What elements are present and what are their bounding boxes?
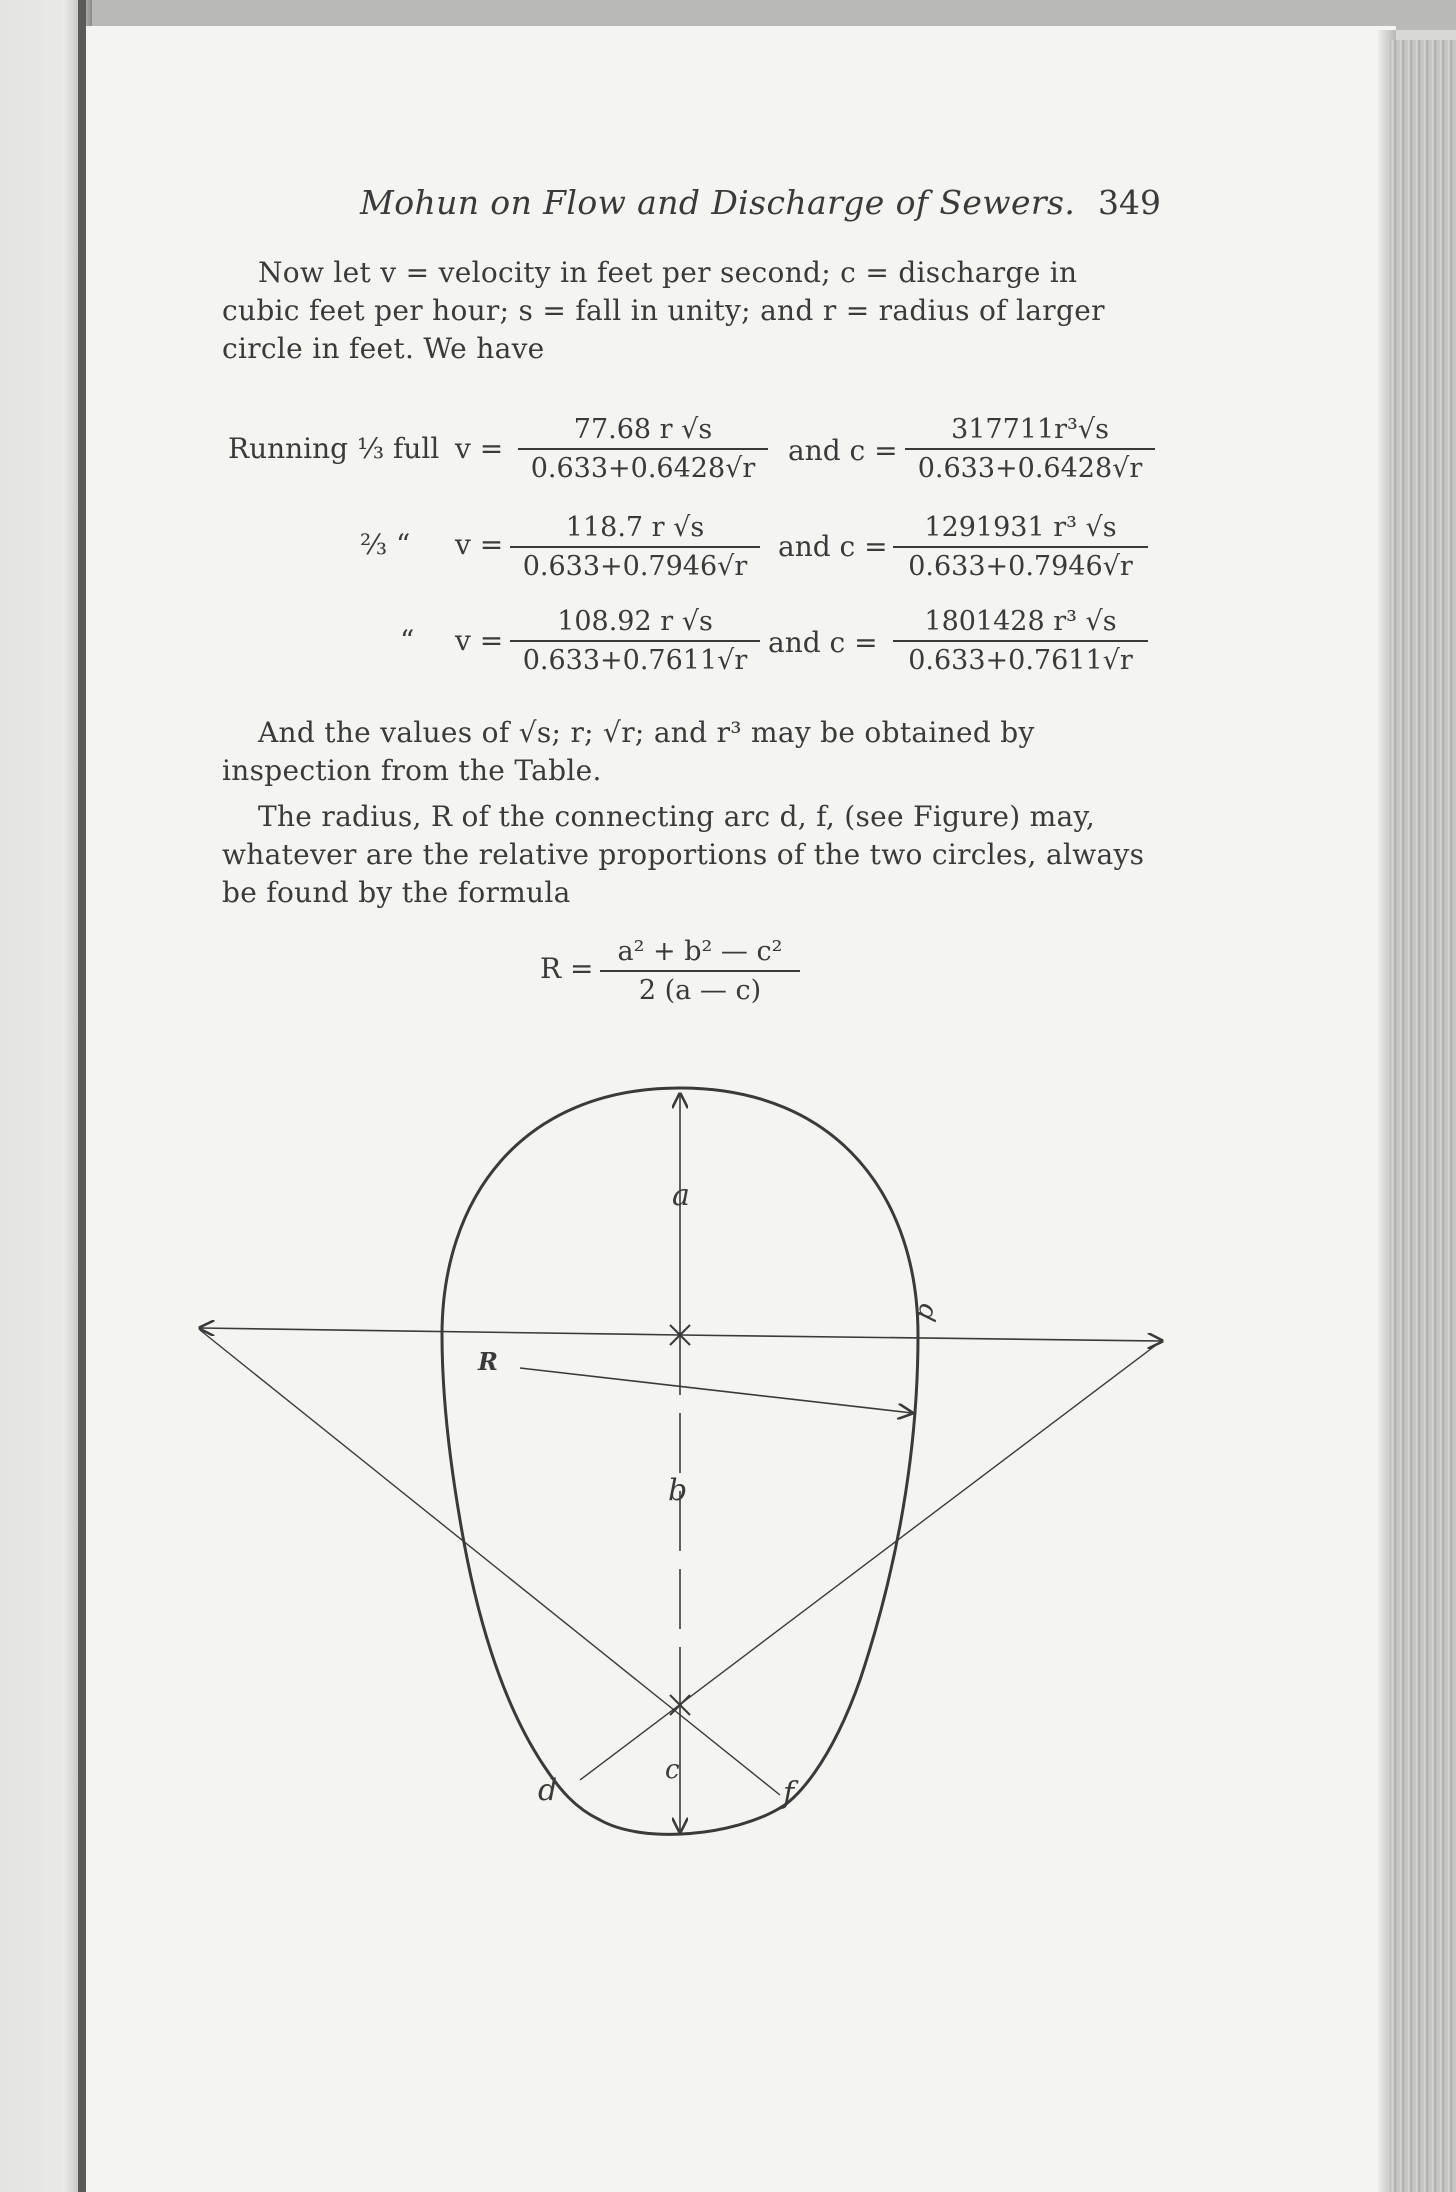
- text-line: The radius, R of the connecting arc d, f, (see Figure) may,: [258, 800, 1096, 833]
- fraction-denominator: 0.633+0.7611√r: [522, 645, 748, 676]
- label-a: a: [672, 1178, 690, 1213]
- diagonal-left: [200, 1330, 780, 1795]
- formula-label: ⅔ “: [360, 528, 411, 561]
- text-line: be found by the formula: [222, 876, 571, 909]
- radius-formula-lhs: R =: [540, 952, 594, 985]
- text-line: Now let v = velocity in feet per second; c = discharge in: [258, 256, 1078, 289]
- text-line: circle in feet. We have: [222, 332, 545, 365]
- text-line: cubic feet per hour; s = fall in unity; and r = radius of larger: [222, 294, 1105, 327]
- text-line: whatever are the relative proportions of the two circles, always: [222, 838, 1145, 871]
- formula-v-eq: v =: [455, 624, 504, 657]
- fraction-numerator: a² + b² — c²: [600, 936, 800, 972]
- fraction-denominator: 0.633+0.6428√r: [530, 453, 756, 484]
- running-head: Mohun on Flow and Discharge of Sewers.: [360, 183, 1076, 222]
- formula-and-c: and c =: [788, 434, 898, 467]
- label-b: b: [668, 1473, 688, 1508]
- fraction-numerator: 108.92 r √s: [510, 606, 760, 642]
- text-line: inspection from the Table.: [222, 754, 602, 787]
- fraction-denominator: 0.633+0.6428√r: [917, 453, 1143, 484]
- formula-and-c: and c =: [778, 530, 888, 563]
- label-p: p: [907, 1299, 942, 1324]
- formula-and-c: and c =: [768, 626, 878, 659]
- formula-v-eq: v =: [455, 432, 504, 465]
- horizontal-diameter-right: [680, 1335, 1162, 1341]
- horizontal-diameter: [200, 1328, 680, 1335]
- label-R: R: [478, 1347, 498, 1376]
- formula-label: “: [400, 624, 415, 657]
- radius-R-line: [520, 1368, 912, 1413]
- formula-v-eq: v =: [455, 528, 504, 561]
- formula-label: Running ⅓ full: [228, 432, 440, 465]
- page-number: 349: [1098, 183, 1161, 222]
- fraction-denominator: 0.633+0.7946√r: [522, 551, 748, 582]
- fraction-denominator: 2 (a — c): [638, 975, 762, 1006]
- text-line: And the values of √s; r; √r; and r³ may be obtained by: [258, 716, 1035, 749]
- fraction-numerator: 1801428 r³ √s: [893, 606, 1148, 642]
- fraction-numerator: 1291931 r³ √s: [893, 512, 1148, 548]
- fraction-numerator: 77.68 r √s: [518, 414, 768, 450]
- label-d: d: [538, 1773, 558, 1808]
- fraction-numerator: 317711r³√s: [905, 414, 1155, 450]
- label-c: c: [665, 1755, 680, 1785]
- label-f: f: [783, 1776, 795, 1811]
- fraction-numerator: 118.7 r √s: [510, 512, 760, 548]
- fraction-denominator: 0.633+0.7611√r: [908, 645, 1133, 676]
- fraction-denominator: 0.633+0.7946√r: [908, 551, 1133, 582]
